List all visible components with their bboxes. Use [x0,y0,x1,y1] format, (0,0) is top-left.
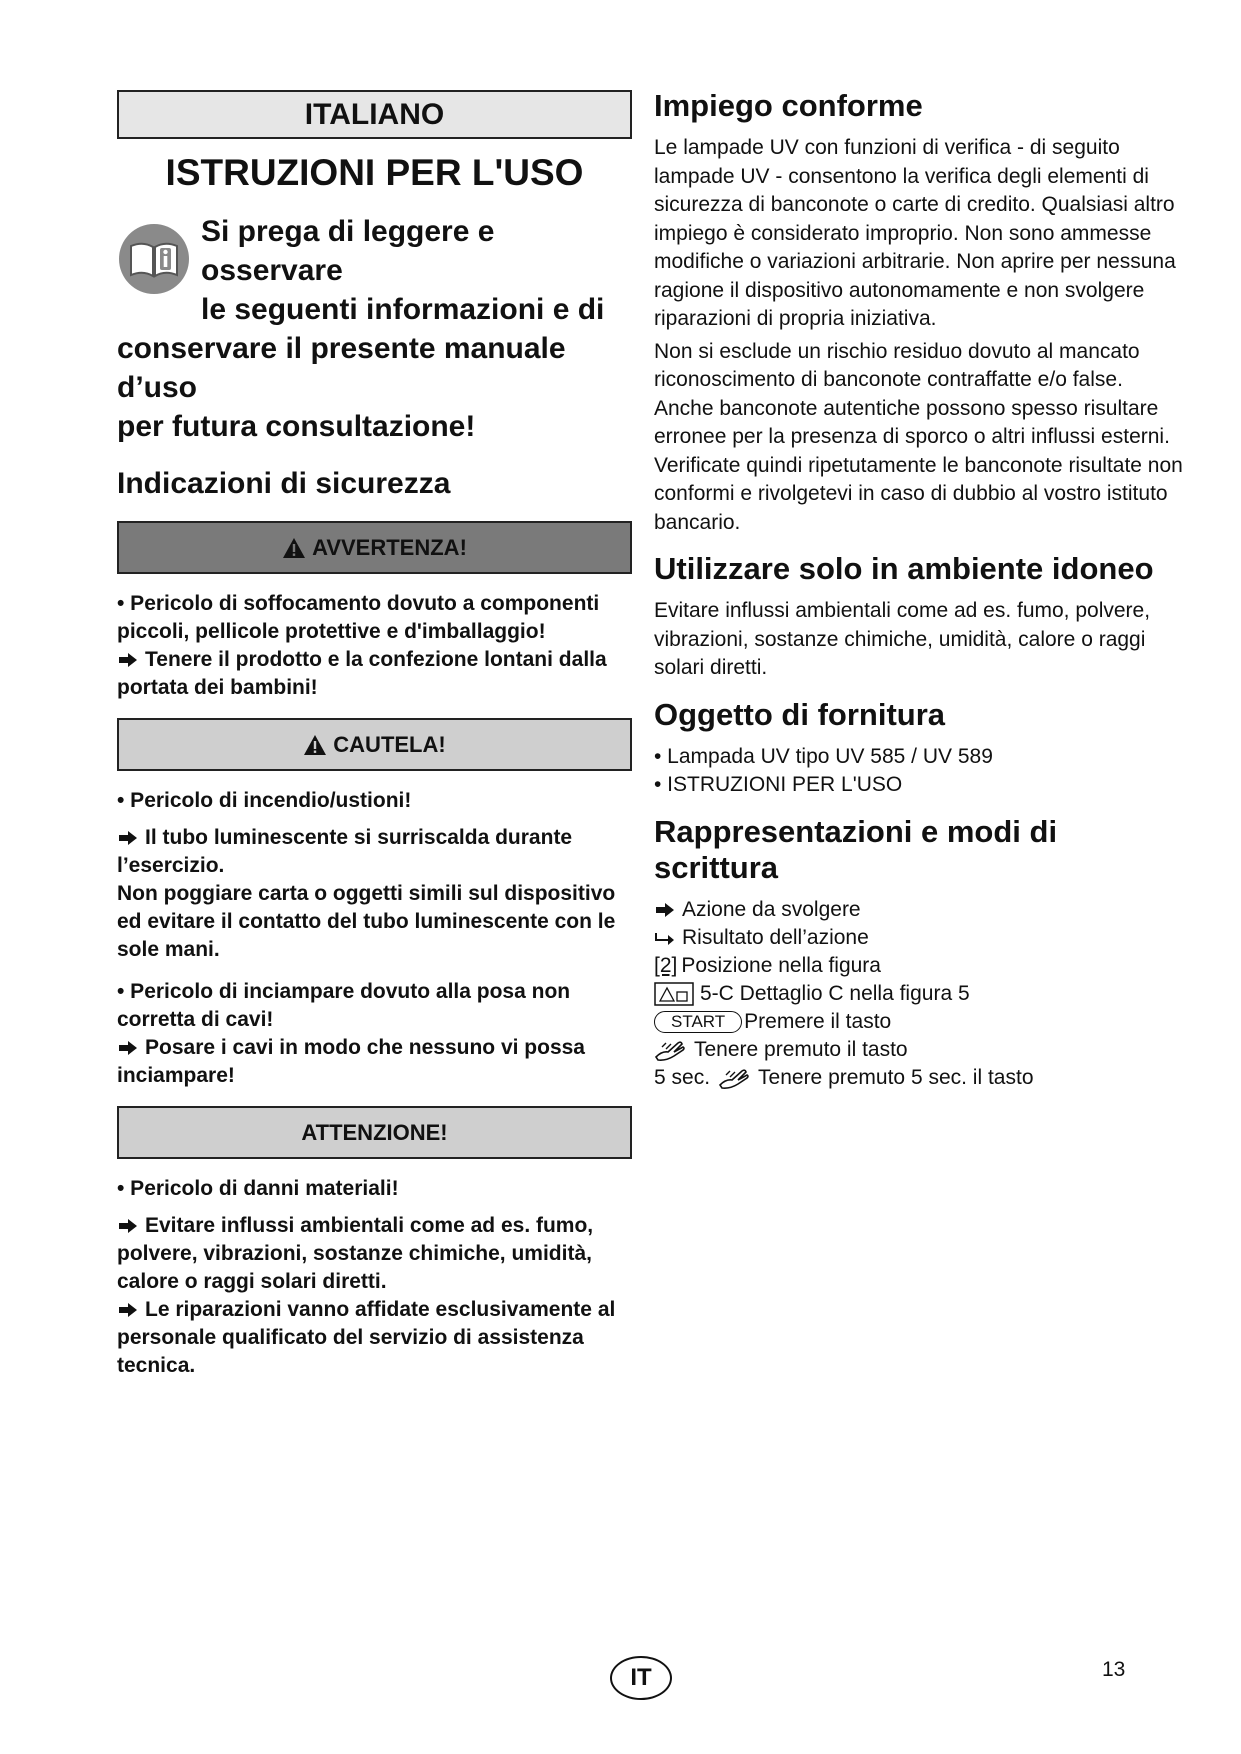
convention-hold-5s: 5 sec. Tenere premuto 5 sec. il tasto [654,1065,1034,1089]
language-badge: IT [610,1656,672,1700]
result-arrow-icon [654,930,676,946]
read-manual-icon [117,222,191,296]
warning-hazard: • Pericolo di soffocamento dovuto a componenti piccoli, pellicole protettive e d'imballaggio! [117,592,600,643]
delivery-heading: Oggetto di fornitura [654,696,946,732]
caution-note: Non poggiare carta o oggetti simili sul dispositivo ed evitare il contatto del tubo luminescente con le sole mani. [117,882,616,961]
warning-label: AVVERTENZA! [312,534,467,560]
caution-hazard-fire: • Pericolo di incendio/ustioni! [117,789,412,812]
arrow-right-icon [117,652,139,668]
environment-text: Evitare influssi ambientali come ad es. fumo, polvere, vibrazioni, sostanze chimiche, umidità, calore o raggi solari diretti. [654,599,1151,679]
right-column [654,88,1184,1092]
convention-action: Azione da svolgere [654,896,1184,924]
attention-action-repair: Le riparazioni vanno affidate esclusivamente al personale qualificato del servizio di assistenza tecnica. [117,1298,616,1377]
warning-content [117,590,632,702]
intended-use-heading: Impiego conforme [654,88,923,123]
conventions-list [654,896,1184,1092]
intended-use-paragraph: Le lampade UV con funzioni di verifica - di seguito lampade UV - consentono la verifica degli elementi di sicurezza di banconote o carte di credito. Qualsiasi altro impiego è considerato improprio. Non sono ammesse modifiche o variazioni arbitrarie. Non aprire per nessuna ragione il dispositivo autonomamente e non svolgere riparazioni di propria iniziativa. [654,136,1176,330]
caution-action-trip: Posare i cavi in modo che nessuno vi possa inciampare! [117,1036,585,1087]
arrow-right-icon [117,1040,139,1056]
attention-action-env: Evitare influssi ambientali come ad es. fumo, polvere, vibrazioni, sostanze chimiche, umidità, calore o raggi solari diretti. [117,1214,594,1293]
intended-use-text [654,134,1184,537]
language-banner [117,90,632,139]
residual-risk-paragraph: Non si esclude un rischio residuo dovuto al mancato riconoscimento di banconote contraffatte e/o false. Anche banconote autentiche possono spesso risultare erronee per la presenza di sporco o altri influssi esterni. Verificate quindi ripetutamente le banconote risultate non conformi e rivolgetevi in caso di dubbio al vostro istituto bancario. [654,339,1183,534]
convention-position: [2] Posizione nella figura [654,952,1184,980]
start-key: START [654,1011,742,1033]
environment-heading: Utilizzare solo in ambiente idoneo [654,551,1154,586]
delivery-list [654,743,1184,800]
attention-hazard: • Pericolo di danni materiali! [117,1177,399,1200]
arrow-right-icon [117,1218,139,1234]
warning-triangle-icon [303,734,327,756]
caution-content [117,787,632,1090]
attention-banner [117,1106,632,1159]
convention-press: START Premere il tasto [654,1008,1184,1036]
warning-triangle-icon [282,537,306,559]
language-label: ITALIANO [304,97,445,131]
caution-hazard-trip: • Pericolo di inciampare dovuto alla posa non corretta di cavi! [117,980,571,1031]
caution-action-fire: Il tubo luminescente si surriscalda durante l’esercizio. [117,826,573,877]
list-item: • Lampada UV tipo UV 585 / UV 589 [654,744,993,768]
intro-notice: Si prega di leggere e osservare le seguenti informazioni e di conservare il presente manuale d’uso per futura consultazione! [117,215,605,443]
convention-detail: 5-C Dettaglio C nella figura 5 [654,980,1184,1008]
warning-action: Tenere il prodotto e la confezione lontani dalla portata dei bambini! [117,648,607,699]
arrow-right-icon [117,1302,139,1318]
left-column [117,90,632,1380]
conventions-heading: Rappresentazioni e modi di scrittura [654,813,1058,885]
warning-banner [117,521,632,574]
convention-result: Risultato dell’azione [654,924,1184,952]
arrow-right-icon [654,902,676,918]
position-reference: [2] [654,953,678,977]
attention-label: ATTENZIONE! [301,1119,448,1145]
arrow-right-icon [117,830,139,846]
figure-detail-icon [654,982,694,1006]
list-item: • ISTRUZIONI PER L'USO [654,773,903,796]
hold-finger-icon [718,1067,750,1089]
hold-finger-icon [654,1039,686,1061]
convention-hold: Tenere premuto il tasto [654,1036,1184,1064]
caution-label: CAUTELA! [333,731,446,757]
caution-banner [117,718,632,771]
page-title: ISTRUZIONI PER L'USO [165,152,584,193]
attention-content [117,1175,632,1380]
safety-heading: Indicazioni di sicurezza [117,467,451,500]
page-number: 13 [1102,1658,1126,1681]
